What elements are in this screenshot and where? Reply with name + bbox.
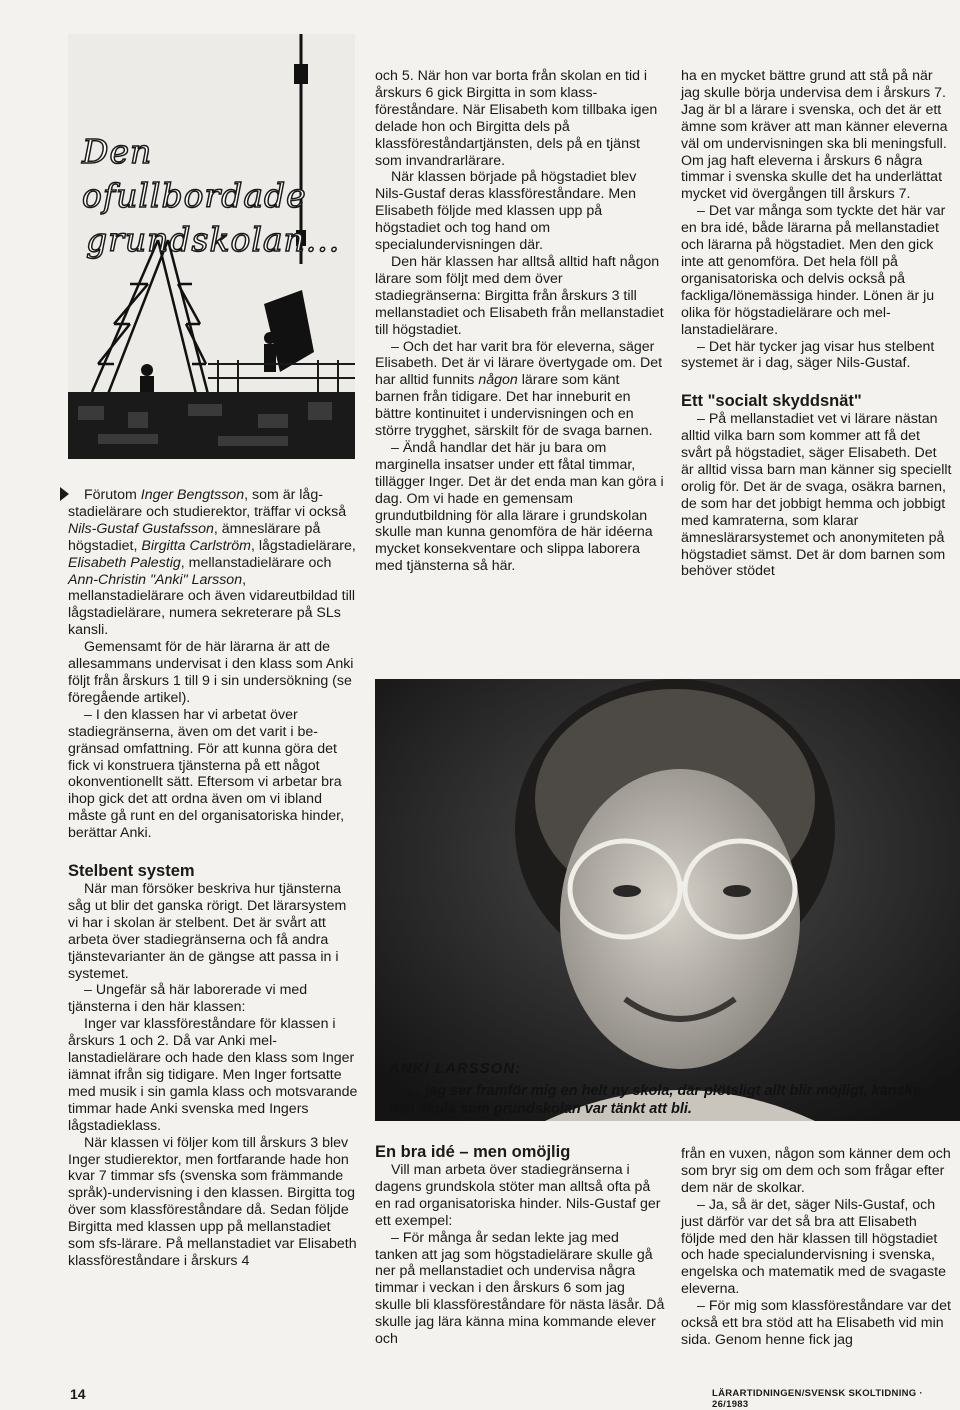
caption-name: ANKI LARSSON: (389, 1060, 522, 1077)
col3-paragraph: ha en mycket bättre grund att stå på när jag skulle börja undervisa dem i årskurs 7. Jag är bl a lärare i svenska, och det är ett ämne som kräver att man känner eleverna väl om undervisningen ska bli meningsfull. Om jag haft eleverna i årskurs 6 några timmar i svenska skulle det ha underlättat mycket vid övergången till årskurs 7. (681, 68, 948, 203)
text-span: – Och det har varit bra för eleverna, säger Elisabeth. Det är vi lärare övertygade om. Det har alltid funnits (375, 338, 663, 389)
col3-paragraph: – Det här tycker jag visar hus stelbent systemet är i dag, säger Nils-Gustaf. (681, 338, 935, 372)
col2-paragraph: Den här klassen har alltså alltid haft någon lärare som följt med dem över stadiegränserna: Birgitta från årskurs 3 till mellanstadiet och Elisabeth från mellanstadiet till högstadiet. (375, 253, 664, 338)
text-span: , lågstadielärare, (250, 537, 356, 554)
col2-bottom-paragraph: – För många år sedan lekte jag med tanken att jag som högstadielärare skulle gå ner på mellanstadiet och undervisa några timmar i veckan i den årskurs 6 som jag skulle bli klassföreståndare för nästa läsår. Då skulle jag lära känna mina kommande elever och (375, 1229, 665, 1348)
col3-bottom-paragraph: – För mig som klassföreståndare var det också ett bra stöd att ha Elisabeth vid min sida. Genom henne fick jag (681, 1298, 951, 1348)
column-2 (375, 68, 665, 575)
name-elisabeth: Elisabeth Palestig (68, 554, 181, 571)
col3-paragraph: – Det var många som tyckte det här var en bra idé, både lärarna på mellanstadiet och lärarna på högstadiet. Men den gick inte att genomföra. Det hela föll på organisatoriska och delvis också på fackliga/lönemässiga hinder. Lönen är ju olika för högstadielärare och mellanstadielärare. (681, 203, 946, 338)
column-2-bottom (375, 1143, 665, 1348)
col1-paragraph: Gemensamt för de här lärarna är att de allesammans undervisat i den klass som Anki följt från årskurs 1 till 9 i sin undersökning (se föregående artikel). (68, 639, 354, 706)
column-1 (68, 487, 360, 1270)
column-3-bottom (681, 1146, 953, 1349)
name-nils-gustaf: Nils-Gustaf Gustafsson (68, 520, 214, 537)
col3-paragraph: – På mellanstadiet vet vi lärare nästan alltid vilka barn som kommer att få det svårt på högstadiet, säger Elisabeth. Det är alltid vissa barn man känner sig speciellt orolig för. Det är de svaga, osäkra barnen, de som har det jobbigt hemma och jobbigt med kamraterna, som klarar ämneslärarsystemet och anonymiteten på högstadiet sämst. Det är dom barnen som behöver stödet (681, 411, 952, 580)
subheading-socialt-skyddsnat: Ett "socialt skyddsnät" (681, 392, 862, 411)
text-span: , mellanstadielärare och (180, 554, 332, 571)
text-span: lärare som känt barnen från tidigare. Det har inneburit en bättre kontinuitet i undervisningen och en större trygghet, särskilt för de svaga barnen. (375, 372, 653, 440)
col2-paragraph: När klassen började på högstadiet blev Nils-Gustaf deras klassföreståndare. Men Elisabeth följde med klassen upp på högstadiet och tog hand om specialundervisningen där. (375, 169, 637, 254)
col1-paragraph: När man försöker beskriva hur tjänsterna såg ut blir det ganska rörigt. Det lärarsystem vi har i skolan är stelbent. Det är svårt att arbeta över stadiegränserna och få andra tjänstevarianter än de gängse att passa in i systemet. (68, 881, 347, 982)
portrait-photo (375, 679, 960, 1121)
col1-paragraph: När klassen vi följer kom till årskurs 3 blev Inger studierektor, men fortfarande hade hon kvar 7 timmar sfs (svenska som främmande språk)-undervisning i den klassen. Birgitta tog över som klassföreståndare då. Sedan följde Birgitta med klassen upp på mellanstadiet som sfs-lärare. På mellanstadiet var Elisabeth klassföreståndare i årskurs 4 (68, 1134, 357, 1269)
col3-bottom-paragraph: – Ja, så är det, säger Nils-Gustaf, och just därför var det så bra att Elisabeth följde med den här klassen till högstadiet och hade specialundervisning i svenska, engelska och matematik med de svagaste eleverna. (681, 1196, 946, 1298)
col1-paragraph: Inger var klassföreståndare för klassen i årskurs 1 och 2. Då var Anki mellanstadielärare och hade den klass som Inger iämnat ifrån sig tidigare. Men Inger fortsatte med musik i sin gamla klass och motsvarande timmar hade Anki svenska med Ingers lågstadieklass. (68, 1016, 358, 1134)
text-span: Förutom (84, 487, 141, 503)
col3-bottom-paragraph: från en vuxen, någon som känner dem och som bryr sig om dem och som frågar efter dem när de skolkar. (681, 1146, 951, 1196)
headline-line-1: Den ofullbordade (82, 132, 307, 215)
subheading-en-bra-ide: En bra idé – men omöjlig (375, 1143, 571, 1161)
name-birgitta: Birgitta Carlström (141, 537, 251, 554)
caption-quote: – . . . jag ser framför mig en helt ny skola, där plötsligt allt blir möjligt, kanske den skola som grundskolan var tänkt att bli. (389, 1083, 921, 1117)
col2-paragraph (375, 339, 665, 440)
col1-paragraph: – Ungefär så här laborerade vi med tjänsterna i den här klassen: (68, 982, 308, 1016)
text-span: , mellanstadielärare och även vidareutbildad till lågstadielärare, numera sekreterare på SLs kansli. (68, 571, 356, 639)
col2-paragraph: – Ändå handlar det här ju bara om marginella insatser under ett fåtal timmar, tillägger Inger. Det är det enda man kan göra i dag. Om vi hade en gemensam grundutbildning för alla lärare i grundskolan skulle man kunna genomföra de här idéerna mycket konsekventare och slippa laborera med tjänsterna så här. (375, 439, 664, 575)
column-3 (681, 68, 953, 580)
emphasis: någon (478, 372, 518, 389)
text-span: , ämneslärare på högstadiet, (68, 520, 321, 554)
article-headline (82, 130, 355, 262)
page-number: 14 (70, 1386, 86, 1402)
construction-photo (68, 34, 355, 459)
woman-portrait-image (375, 679, 960, 1121)
col1-intro-paragraph (68, 487, 360, 639)
text-span: , som är lågstadielärare och studierektor, träffar vi också (68, 487, 347, 520)
name-inger: Inger Bengtsson (140, 487, 245, 503)
publication-name: LÄRARTIDNINGEN/SVENSK SKOLTIDNING · 26/1983 (712, 1388, 923, 1410)
name-anki: Ann-Christin "Anki" Larsson (68, 571, 243, 588)
portrait-caption (375, 1060, 960, 1130)
headline-line-2: grundskolan... (86, 220, 341, 259)
col2-paragraph: och 5. När hon var borta från skolan en tid i årskurs 6 gick Birgitta in som klassföreståndare. När Elisabeth kom tillbaka igen delade hon och Birgitta dels på klassföreståndartjänsten, dels på en tjänst som invandrarlärare. (375, 68, 658, 169)
col2-bottom-paragraph: Vill man arbeta över stadiegränserna i dagens grundskola stöter man alltså ofta på en rad organisatoriska hinder. Nils-Gustaf ger ett exempel: (375, 1162, 661, 1229)
col1-paragraph: – I den klassen har vi arbetat över stadiegränserna, även om det varit i begränsad omfattning. För att kunna göra det fick vi konstruera tjänsterna på ett något okonventionellt sätt. Eftersom vi arbetar bra ihop gick det att ordna även om vi ibland måste gå runt en del organisatoriska hinder, berättar Anki. (68, 706, 345, 842)
subheading-stelbent-system: Stelbent system (68, 862, 195, 881)
